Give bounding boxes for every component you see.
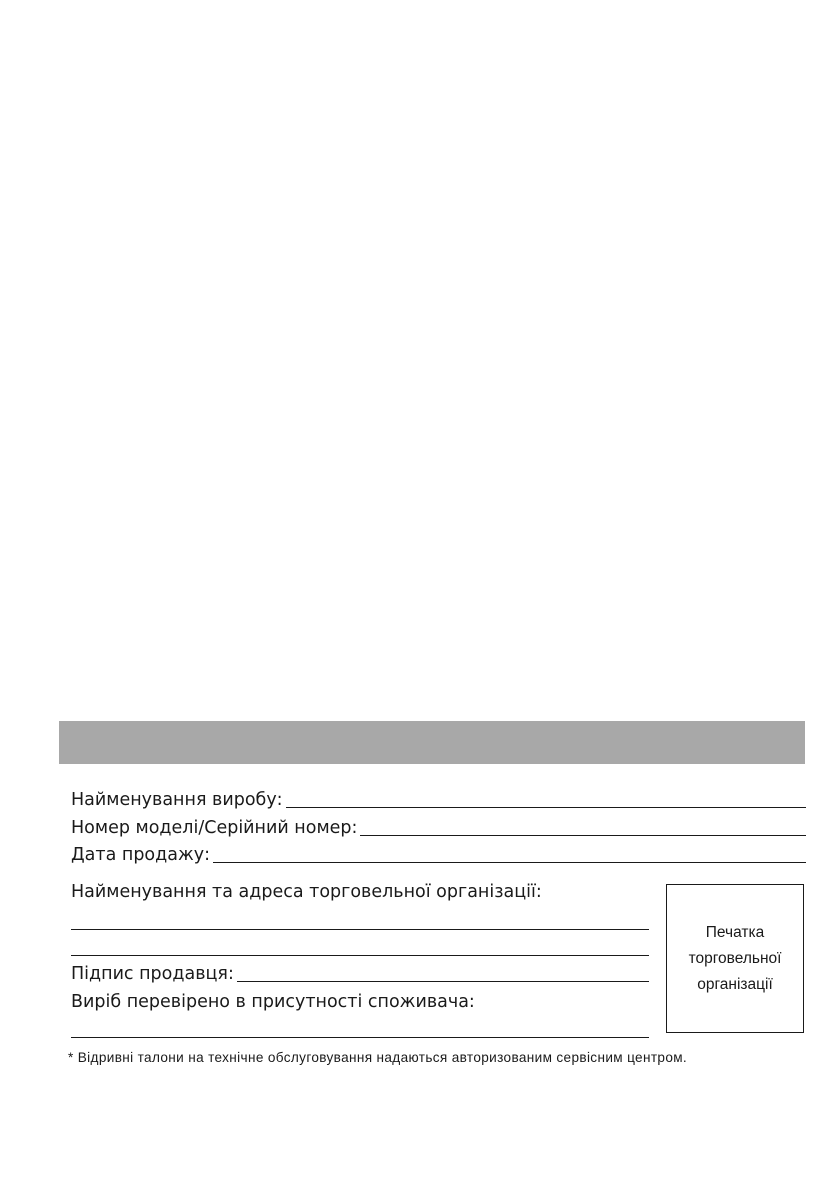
sale-date-label: Дата продажу:	[71, 845, 210, 865]
checked-by-consumer-field[interactable]	[71, 1037, 649, 1038]
seller-signature-label: Підпис продавця:	[71, 964, 234, 984]
section-header-bar	[59, 721, 805, 764]
product-name-row	[71, 790, 806, 810]
model-serial-label: Номер моделі/Серійний номер:	[71, 818, 358, 838]
sale-date-field[interactable]	[213, 862, 806, 863]
model-serial-field[interactable]	[360, 835, 806, 836]
product-name-field[interactable]	[286, 807, 806, 808]
checked-by-consumer-label: Виріб перевірено в присутності споживача:	[71, 992, 475, 1012]
sale-date-row	[71, 845, 806, 865]
seller-signature-row	[71, 964, 649, 984]
stamp-label-line-1: Печатка	[705, 923, 765, 941]
stamp-box	[666, 884, 804, 1033]
seller-signature-field[interactable]	[237, 981, 649, 982]
model-serial-row	[71, 818, 806, 838]
trade-org-field-line-1[interactable]	[71, 929, 649, 930]
stamp-label-line-2: торговельної	[688, 949, 782, 967]
product-name-label: Найменування виробу:	[71, 790, 283, 810]
stamp-label-line-3: організації	[697, 975, 773, 993]
trade-org-field-line-2[interactable]	[71, 955, 649, 956]
footnote: * Відривні талони на технічне обслуговування надаються авторизованим сервісним центром.	[68, 1050, 688, 1065]
trade-org-label: Найменування та адреса торговельної організації:	[71, 882, 542, 902]
